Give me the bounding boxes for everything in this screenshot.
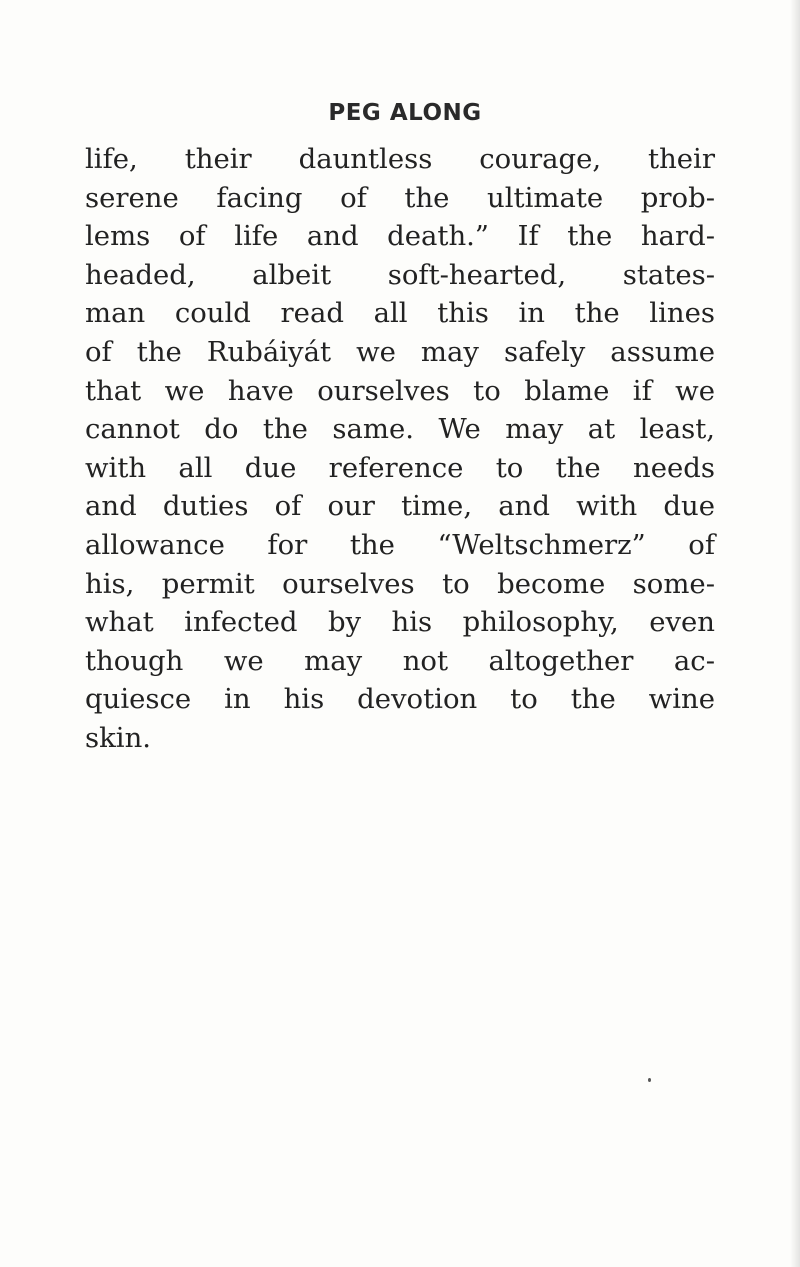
paper-speck	[648, 1078, 651, 1082]
text-line: allowance for the “Weltschmerz” of	[85, 528, 715, 561]
text-line: serene facing of the ultimate prob-	[85, 181, 715, 214]
text-line: quiesce in his devotion to the wine	[85, 683, 715, 716]
text-line: though we may not altogether ac-	[85, 644, 715, 677]
text-line: headed, albeit soft-hearted, states-	[85, 258, 715, 291]
text-line: cannot do the same. We may at least,	[85, 413, 715, 446]
text-line: of the Rubáiyát we may safely assume	[85, 335, 715, 368]
text-line: life, their dauntless courage, their	[85, 143, 715, 175]
text-line: skin.	[85, 721, 152, 754]
text-line: his, permit ourselves to become some-	[85, 567, 715, 600]
text-line: and duties of our time, and with due	[85, 490, 715, 523]
text-line: that we have ourselves to blame if we	[85, 374, 715, 407]
text-line: man could read all this in the lines	[85, 297, 715, 330]
body-paragraph	[85, 140, 715, 758]
text-line: lems of life and death.” If the hard-	[85, 220, 715, 253]
page-edge-shadow	[790, 0, 800, 1267]
text-line: with all due reference to the needs	[85, 451, 715, 484]
running-head: PEG ALONG	[328, 100, 482, 126]
text-line: what infected by his philosophy, even	[85, 606, 715, 639]
